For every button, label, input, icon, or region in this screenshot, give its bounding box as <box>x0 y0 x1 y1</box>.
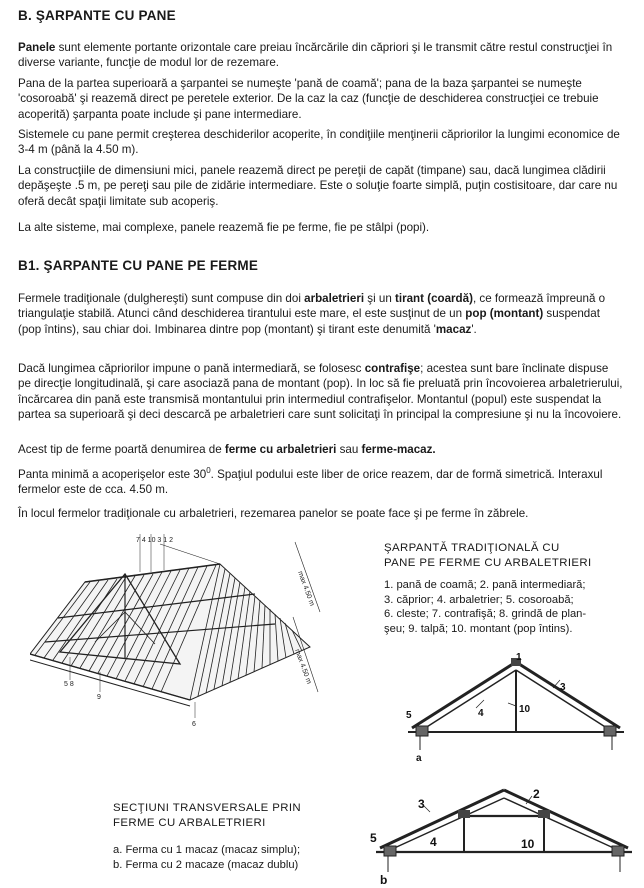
figure-title <box>384 541 592 570</box>
paragraph-constructii-mici: La construcţiile de dimensiuni mici, panele reazemă direct pe pereţii de capăt (timpane) sau, dacă lungimea clădirii depăşeşte .5 m, pe pereţi sau pile de zidărie intermediare. Este o soluţie foarte simplă, puţin costisitoare, dar care nu oferă decât spaţii limitate sub acoperiş. <box>18 164 618 208</box>
truss-diagram-a <box>398 648 634 766</box>
paragraph-text: . Spaţiul podului este liber de orice reazem, dar de formă simetrică. Interaxul fermelor este de cca. 4.50 m. <box>18 467 603 497</box>
label-1: 1 <box>516 652 522 663</box>
dimension-label-2: max 4.50 m <box>293 648 313 686</box>
bold-term: pop (montant) <box>465 307 544 321</box>
paragraph-tip-ferme <box>18 442 624 457</box>
section-b-heading: B. ŞARPANTE CU PANE <box>18 8 176 23</box>
paragraph-text: sau <box>336 443 362 456</box>
paragraph-text: '. <box>471 322 477 336</box>
paragraph-contrafise <box>18 361 624 422</box>
roof-isometric-drawing <box>30 532 330 732</box>
label-6: 6 <box>192 721 196 728</box>
label-5-8: 5 8 <box>64 681 74 688</box>
paragraph-alte-sisteme: La alte sisteme, mai complexe, panele reazemă fie pe ferme, fie pe stâlpi (popi). <box>18 221 430 234</box>
sections-caption-items <box>113 843 300 872</box>
label-3: 3 <box>418 797 425 811</box>
paragraph-text: Fermele tradiţionale (dulghereşti) sunt compuse din doi <box>18 292 305 305</box>
label-10: 10 <box>519 704 531 715</box>
label-3: 3 <box>560 682 566 693</box>
label-10: 10 <box>521 837 535 851</box>
caption-title-line: FERME CU ARBALETRIERI <box>113 816 266 829</box>
paragraph-text: şi un <box>364 292 395 305</box>
bold-term: tirant (coardă) <box>395 292 473 305</box>
caption-item: b. Ferma cu 2 macaze (macaz dublu) <box>113 858 299 871</box>
diagram-letter-a: a <box>416 753 422 764</box>
figure-title-line: PANE PE FERME CU ARBALETRIERI <box>384 556 592 569</box>
legend-line: 6. cleste; 7. contrafişă; 8. grindă de plan- <box>384 608 587 621</box>
paragraph-text: Dacă lungimea căpriorilor impune o pană intermediară, se folosesc <box>18 362 365 375</box>
paragraph-text: ; acestea sunt bare înclinate dispuse pe direcţie longitudinală, şi care asociază pana de montant (pop). In loc să fie preluată prin încovoierea arbaletrierului, încărcarea din pană este transmisă montantului prin intermediul contrafişelor. Montantul (popul) este suspendat la partea sa superioară şi deci descarcă pe arbaletrieri care sunt solicitaţi în principal la compresiune şi nu la încovoiere. <box>18 362 623 421</box>
figure-title-line: ŞARPANTĂ TRADIŢIONALĂ CU <box>384 542 560 554</box>
paragraph-pana-coama: Pana de la partea superioară a şarpantei se numeşte 'pană de coamă'; pana de la baza şarpantei se numeşte 'cosoroabă' şi reazemă direct pe peretele exterior. De la caz la caz (funcţie de deschiderea construcţiei ce trebuie acoperită) şarpanta poate include şi pane intermediare. <box>18 77 599 121</box>
sections-caption-title <box>113 801 301 830</box>
label-2: 2 <box>533 787 540 801</box>
diagram-letter-b: b <box>380 873 388 887</box>
top-labels: 7 4 10 3 1 2 <box>136 537 173 544</box>
caption-item: a. Ferma cu 1 macaz (macaz simplu); <box>113 844 301 856</box>
paragraph-text: Panta minimă a acoperişelor este 30 <box>18 467 207 481</box>
bold-term: ferme cu arbaletrieri <box>224 443 337 456</box>
label-9: 9 <box>97 694 101 701</box>
paragraph-ferme-traditionale <box>18 291 624 337</box>
bold-term: arbaletrieri <box>304 292 365 305</box>
paragraph-panele <box>18 40 624 71</box>
bold-term: contrafişe <box>364 362 421 375</box>
legend-line: şeu; 9. talpă; 10. montant (pop întins). <box>384 622 573 635</box>
paragraph-sisteme: Sistemele cu pane permit creşterea deschiderilor acoperite, în condiţiile menţinerii căpriorilor la lungimi economice de 3-4 m (până la 4.50 m). <box>18 128 620 157</box>
paragraph-text: Acest tip de ferme poartă denumirea de <box>18 443 225 456</box>
legend-line: 3. căprior; 4. arbaletrier; 5. cosoroabă; <box>384 593 574 606</box>
caption-title-line: SECŢIUNI TRANSVERSALE PRIN <box>113 802 302 814</box>
bold-term: Panele <box>18 41 56 54</box>
paragraph-text: , ce formează împreună o triangulaţie stabilă. Atunci când deschiderea tirantului este mare, el este susţinut de un <box>18 292 606 321</box>
figure-legend <box>384 578 586 636</box>
truss-diagram-b <box>366 782 634 888</box>
label-5: 5 <box>370 831 377 845</box>
paragraph-zabrele: În locul fermelor tradiţionale cu arbaletrieri, rezemarea panelor se poate face şi pe ferme în zăbrele. <box>18 507 529 520</box>
paragraph-text: sunt elemente portante orizontale care preiau încărcările din căpriori şi le transmit către restul construcţiei în diverse variante, funcţie de modul lor de rezemare. <box>18 41 613 70</box>
paragraph-text: suspendat (pop întins), sau chiar doi. Imbinarea dintre pop (montant) şi tirant este denumită ' <box>18 307 600 336</box>
paragraph-panta-minima <box>18 463 624 497</box>
label-4: 4 <box>430 835 437 849</box>
bold-term: ferme-macaz. <box>361 443 436 456</box>
legend-line: 1. pană de coamă; 2. pană intermediară; <box>384 579 586 591</box>
label-4: 4 <box>478 708 484 719</box>
bold-term: macaz <box>435 322 472 336</box>
section-b1-heading: B1. ŞARPANTE CU PANE PE FERME <box>18 258 259 273</box>
dimension-label-1: max 4.50 m <box>296 570 316 608</box>
degree-superscript: 0 <box>206 466 211 475</box>
label-5: 5 <box>406 710 412 721</box>
